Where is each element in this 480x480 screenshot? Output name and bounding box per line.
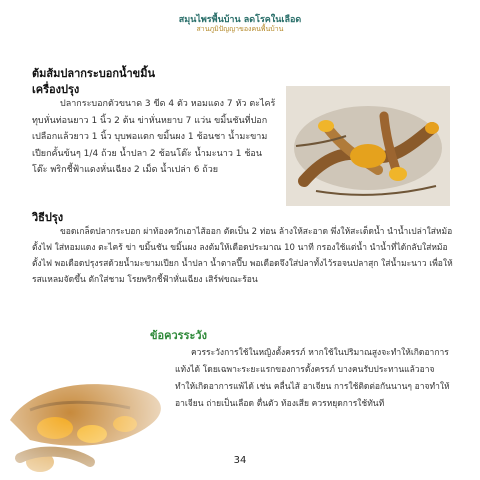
page-number: 34 [233, 455, 247, 466]
recipe-title: ต้มส้มปลากระบอกน้ำขมิ้น [32, 67, 155, 80]
method-heading: วิธีปรุง [32, 211, 64, 224]
turmeric-photo-top [286, 86, 450, 206]
turmeric-root-illustration [286, 86, 450, 206]
caution-text: ควรระวังการใช้ในหญิงตั้งครรภ์ หากใช้ในปริมาณสูงจะทำให้เกิดอาการแท้งได้ โดยเฉพาะระยะแรกของการตั้งครรภ์ บางคนรับประทานแล้วอาจทำให้เกิดอาการแพ้ได้ เช่น คลื่นไส้ อาเจียน การใช้ติดต่อกันนานๆ อาจทำให้อาเจียน ถ่ายเป็นเลือด ตื่นตัว ท้องเสีย ควรหยุดการใช้ทันที [175, 348, 450, 409]
method-text: ขอดเกล็ดปลากระบอก ผ่าท้องควักเอาไส้ออก ตัดเป็น 2 ท่อน ล้างให้สะอาด พึ่งให้สะเด็ดน้ำ นำน้ำเปล่าใส่หม้อตั้งไฟ ใส่หอมแดง ตะไคร้ ข่า ขมิ้นชัน ขมิ้นผง ลงต้มให้เดือดประมาณ 10 นาที กรองใช้แต่น้ำ นำน้ำที่ได้กลับใส่หม้อตั้งไฟ พอเดือดปรุงรสด้วยน้ำมะขามเปียก น้ำปลา น้ำตาลปี๊บ พอเดือดจึงใส่ปลาทั้งไว้รอจนปลาสุก ใส่น้ำมะนาว เพื่อให้รสแหลมจัดขึ้น ตักใส่ชาม โรยพริกชี้ฟ้าหั่นเฉียง เสิร์ฟขณะร้อน [32, 227, 453, 285]
ingredients-heading: เครื่องปรุง [32, 83, 80, 96]
ingredients-text: ปลากระบอกตัวขนาด 3 ขีด 4 ตัว หอมแดง 7 หัว ตะไคร้ทุบหั่นท่อนยาว 1 นิ้ว 2 ต้น ข่าหั่นหยาบ 7 แว่น ขมิ้นชันที่ปอกเปลือกแล้วยาว 1 นิ้ว บุบพอแตก ขมิ้นผง 1 ช้อนชา น้ำมะขามเปียกคั้นข้นๆ 1/4 ถ้วย น้ำปลา 2 ช้อนโต๊ะ น้ำมะนาว 1 ช้อนโต๊ะ พริกชี้ฟ้าแดงหั่นเฉียง 2 เม็ด น้ำเปล่า 6 ถ้วย [32, 99, 276, 175]
header-subtitle: สานภูมิปัญญาของคนพื้นบ้าน [196, 25, 284, 33]
caution-heading: ข้อควรระวัง [150, 329, 207, 342]
header-title: สมุนไพรพื้นบ้าน ลดโรคในเลือด [178, 15, 302, 25]
